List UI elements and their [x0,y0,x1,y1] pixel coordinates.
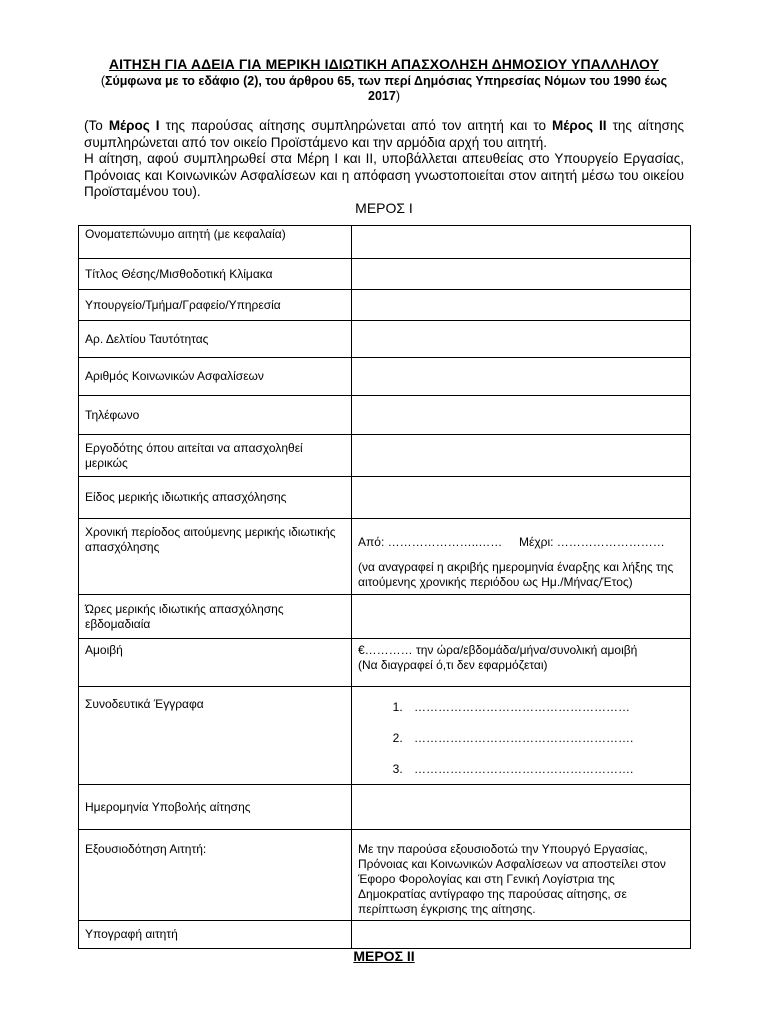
label-supporting-documents: Συνοδευτικά Έγγραφα [79,687,352,785]
table-row [79,435,691,477]
field-signature[interactable] [352,921,691,949]
field-position-title[interactable] [352,259,691,290]
field-employment-period[interactable] [352,519,691,595]
instructions [84,118,684,201]
period-dates [358,535,684,550]
legal-basis-subtitle [84,74,684,104]
period-to-field[interactable]: Μέχρι: ……………………… [518,535,665,549]
table-row [79,477,691,519]
document-line-3[interactable]: 3. ………………………………………………. [406,762,684,777]
subtitle-close-paren: ) [395,89,400,103]
label-signature [79,921,352,949]
table-row [79,259,691,290]
table-row [79,687,691,785]
document-line-2[interactable]: 2. ………………………………………………. [406,731,684,746]
label-applicant-name: Ονοματεπώνυμο αιτητή (με κεφαλαία) [79,226,352,259]
label-position-title [79,259,352,290]
document-title: ΑΙΤΗΣΗ ΓΙΑ ΑΔΕΙΑ ΓΙΑ ΜΕΡΙΚΗ ΙΔΙΩΤΙΚΗ ΑΠΑΣΧΟΛΗΣΗ ΔΗΜΟΣΙΟΥ ΥΠΑΛΛΗΛΟΥ [108,56,660,72]
label-authorization: Εξουσιοδότηση Αιτητή: [79,830,352,921]
label-employer [79,435,352,477]
table-row [79,519,691,595]
field-salary[interactable] [352,639,691,687]
label-ministry-department [79,290,352,321]
part2-reference: Μέρος ΙΙ [552,118,607,133]
salary-note: (Να διαγραφεί ό,τι δεν εφαρμόζεται) [358,658,548,672]
field-employer[interactable] [352,435,691,477]
subtitle-open-paren: ( [100,74,105,88]
label-text: Ώρες μερικής ιδιωτικής απασχόλησης εβδομαδιαία [85,601,284,631]
instructions-paragraph-1 [84,118,684,151]
label-employment-type [79,477,352,519]
instructions-text: (Το [84,118,109,133]
field-applicant-name[interactable] [352,226,691,259]
application-form-table [78,225,691,949]
documents-list [382,700,684,777]
label-text: Αριθμός Κοινωνικών Ασφαλίσεων [85,369,264,383]
table-row [79,639,691,687]
table-row [79,830,691,921]
field-phone[interactable] [352,396,691,435]
field-submission-date[interactable] [352,785,691,830]
table-row [79,226,691,259]
label-employment-period: Χρονική περίοδος αιτούμενης μερικής ιδιωτικής απασχόλησης [79,519,352,595]
table-row [79,396,691,435]
table-row [79,785,691,830]
table-row [79,921,691,949]
label-weekly-hours [79,595,352,639]
label-phone [79,396,352,435]
instructions-paragraph-2: Η αίτηση, αφού συμπληρωθεί στα Μέρη Ι και ΙΙ, υποβάλλεται απευθείας στο Υπουργείο Εργασίας, Πρόνοιας και Κοινωνικών Ασφαλίσεων και η απόφαση γνωστοποιείται στον αιτητή μέσω του οικείου Προϊσταμένου του). [84,151,684,199]
label-text: Αρ. Δελτίου Ταυτότητας [85,331,209,346]
table-row [79,595,691,639]
field-social-insurance-number[interactable] [352,358,691,396]
label-text: Τηλέφωνο [85,407,140,422]
label-id-card-number [79,321,352,358]
field-supporting-documents [352,687,691,785]
field-employment-type[interactable] [352,477,691,519]
label-salary: Αμοιβή [79,639,352,687]
salary-line: €………… την ώρα/εβδομάδα/μήνα/συνολική αμοιβή [358,643,638,657]
label-text: Τίτλος Θέσης/Μισθοδοτική Κλίμακα [85,266,273,281]
field-weekly-hours[interactable] [352,595,691,639]
label-social-insurance-number [79,358,352,396]
part1-heading: ΜΕΡΟΣ Ι [355,200,413,216]
period-note: (να αναγραφεί η ακριβής ημερομηνία έναρξης και λήξης της αιτούμενης χρονικής περιόδου ως Ημ./Μήνας/Έτος) [358,560,674,589]
label-text: Ημερομηνία Υποβολής αίτησης [85,799,251,814]
instructions-text: της παρούσας αίτησης συμπληρώνεται από τον αιτητή και το [159,118,553,133]
table-row [79,358,691,396]
period-from-field[interactable]: Από: …………………..…… [358,535,503,549]
field-id-card-number[interactable] [352,321,691,358]
document-line-1[interactable]: 1. ……………………………………………… [406,700,684,715]
part1-reference: Μέρος Ι [108,118,160,133]
label-text: Υπογραφή αιτητή [85,927,178,941]
label-text: Είδος μερικής ιδιωτικής απασχόλησης [85,490,287,504]
subtitle-legal-reference: Σύμφωνα με το εδάφιο (2), του άρθρου 65, των περί Δημόσιας Υπηρεσίας Νόμων του 1990 έως 2017 [104,74,668,103]
field-ministry-department[interactable] [352,290,691,321]
label-submission-date [79,785,352,830]
table-row [79,321,691,358]
label-text: Εργοδότης όπου αιτείται να απασχοληθεί μερικώς [85,440,303,470]
authorization-text: Με την παρούσα εξουσιοδοτώ την Υπουργό Εργασίας, Πρόνοιας και Κοινωνικών Ασφαλίσεων να αποστείλει στον Έφορο Φορολογίας και στη Γενική Λογίστρια της Δημοκρατίας αντίγραφο της παρούσας αίτησης, σε περίπτωση έγκρισης της αίτησης. [352,830,691,921]
part2-heading: ΜΕΡΟΣ ΙΙ [353,948,415,964]
instructions-text: της αίτησης συμπληρώνεται από τον οικείο Προϊστάμενο και την αρμόδια αρχή του αιτητή. [84,118,684,150]
table-row [79,290,691,321]
label-text: Υπουργείο/Τμήμα/Γραφείο/Υπηρεσία [85,297,281,312]
